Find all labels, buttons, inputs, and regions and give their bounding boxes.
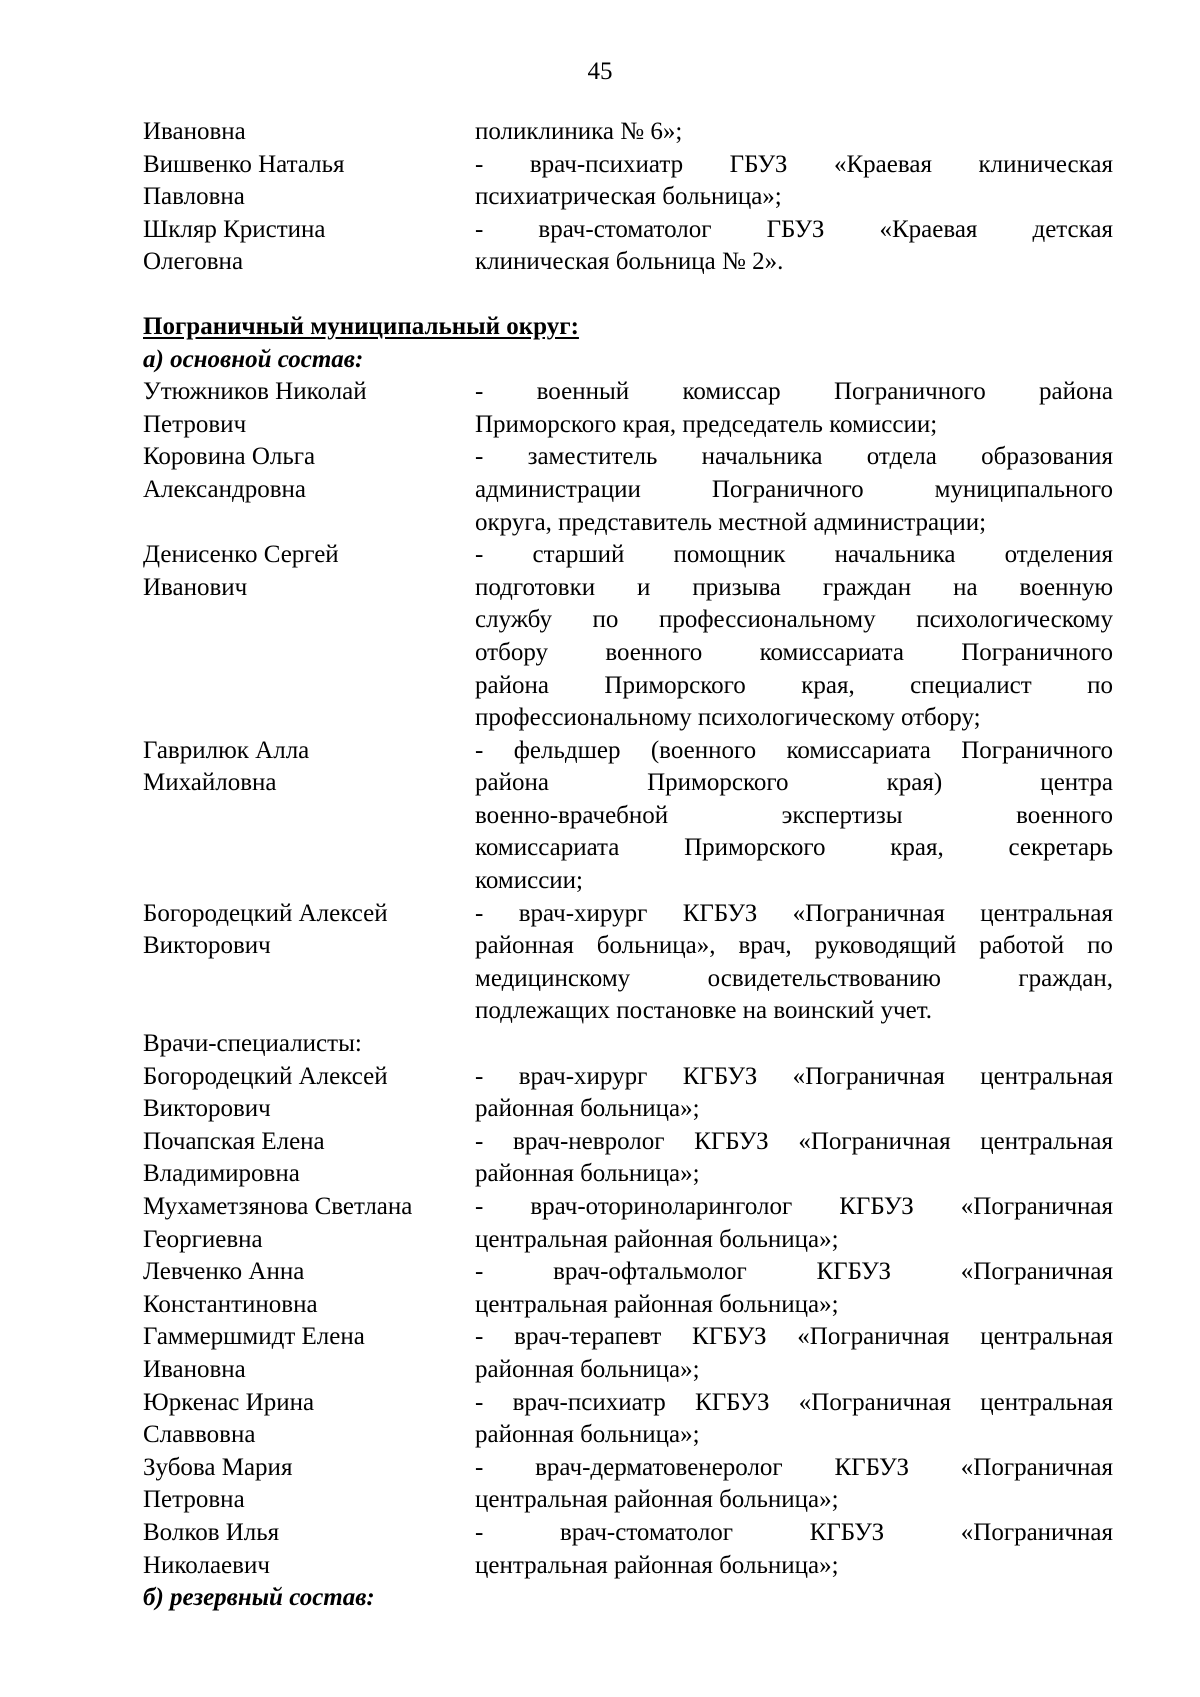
- member-entry: [143, 1387, 1113, 1452]
- member-entry: [143, 1126, 1113, 1191]
- member-name-line: Утюжников Николай: [143, 378, 367, 406]
- member-name: [143, 1061, 475, 1126]
- member-name-line: Почапская Елена: [143, 1127, 325, 1155]
- page-number: 45: [587, 58, 613, 85]
- member-role-line: районная больница»;: [475, 1421, 700, 1449]
- member-entry: [143, 116, 1113, 149]
- member-role-line: отбору военного комиссариата Пограничного: [475, 638, 1113, 666]
- member-role: [475, 214, 1113, 279]
- member-role: [475, 1321, 1113, 1386]
- member-role-line: - врач-невролог КГБУЗ «Пограничная центральная: [475, 1127, 1113, 1155]
- member-role-line: - старший помощник начальника отделения: [475, 541, 1113, 569]
- member-role-line: округа, представитель местной администрации;: [475, 508, 987, 536]
- member-role: [475, 1061, 1113, 1126]
- member-name-line: Богородецкий Алексей: [143, 1062, 388, 1090]
- member-role-line: районная больница»;: [475, 1355, 700, 1383]
- main-entries: [143, 376, 1113, 1028]
- member-role: [475, 1452, 1113, 1517]
- member-role-line: - врач-психиатр КГБУЗ «Пограничная центральная: [475, 1388, 1113, 1416]
- member-name-line: Петрович: [143, 410, 247, 438]
- member-role: [475, 1387, 1113, 1452]
- member-name-line: Ивановна: [143, 1355, 246, 1383]
- member-name: [143, 1191, 475, 1256]
- member-role-line: - врач-хирург КГБУЗ «Пограничная центральная: [475, 899, 1113, 927]
- member-role: [475, 441, 1113, 539]
- member-entry: [143, 1256, 1113, 1321]
- member-role: [475, 898, 1113, 1028]
- section-spacer: [143, 279, 1113, 311]
- member-role-line: военно-врачебной экспертизы военного: [475, 801, 1113, 829]
- member-name-line: Левченко Анна: [143, 1258, 305, 1286]
- member-role: [475, 539, 1113, 735]
- member-name: [143, 1452, 475, 1517]
- member-entry: [143, 735, 1113, 898]
- member-entry: [143, 1517, 1113, 1582]
- member-role: [475, 149, 1113, 214]
- member-name-line: Павловна: [143, 183, 245, 211]
- member-role: [475, 1191, 1113, 1256]
- member-name-line: Мухаметзянова Светлана: [143, 1193, 413, 1220]
- member-role-line: центральная районная больница»;: [475, 1551, 839, 1579]
- specialists-label: Врачи-специалисты:: [143, 1030, 362, 1058]
- member-entry: [143, 539, 1113, 735]
- member-name-line: Николаевич: [143, 1551, 270, 1579]
- document-body: [143, 116, 1113, 1615]
- member-name: [143, 1321, 475, 1386]
- member-role-line: комиссариата Приморского края, секретарь: [475, 834, 1113, 862]
- member-role-line: района Приморского края, специалист по: [475, 671, 1113, 699]
- member-name-line: Денисенко Сергей: [143, 541, 339, 569]
- member-role-line: районная больница», врач, руководящий работой по: [475, 932, 1113, 960]
- member-name-line: Юркенас Ирина: [143, 1388, 315, 1416]
- member-name-line: Богородецкий Алексей: [143, 899, 388, 927]
- member-role-line: центральная районная больница»;: [475, 1486, 839, 1514]
- member-entry: [143, 149, 1113, 214]
- member-role-line: - врач-дерматовенеролог КГБУЗ «Пограничная: [475, 1453, 1113, 1481]
- member-entry: [143, 1191, 1113, 1256]
- member-role-line: Приморского края, председатель комиссии;: [475, 410, 938, 438]
- member-role-line: психиатрическая больница»;: [475, 183, 782, 211]
- member-entry: [143, 898, 1113, 1028]
- member-role-line: - врач-психиатр ГБУЗ «Краевая клиническая: [475, 150, 1113, 178]
- member-name-line: Гаммершмидт Елена: [143, 1323, 365, 1351]
- member-name-line: Владимировна: [143, 1160, 300, 1188]
- member-name: [143, 539, 475, 735]
- member-role-line: - заместитель начальника отдела образования: [475, 443, 1113, 471]
- member-name-line: Викторович: [143, 1095, 271, 1123]
- top-entries: [143, 116, 1113, 279]
- member-role-line: службу по профессиональному психологическому: [475, 606, 1113, 634]
- member-entry: [143, 1061, 1113, 1126]
- member-entry: [143, 376, 1113, 441]
- member-name: [143, 376, 475, 441]
- member-name-line: Славвовна: [143, 1421, 256, 1449]
- member-name: [143, 214, 475, 279]
- member-role: [475, 376, 1113, 441]
- member-role-line: подготовки и призыва граждан на военную: [475, 573, 1113, 601]
- member-name: [143, 441, 475, 539]
- member-role-line: комиссии;: [475, 867, 583, 895]
- member-role: [475, 1126, 1113, 1191]
- member-role-line: - врач-оториноларинголог КГБУЗ «Пограничная: [475, 1193, 1113, 1220]
- member-name-line: Волков Илья: [143, 1518, 280, 1546]
- member-name-line: Георгиевна: [143, 1225, 263, 1253]
- member-name-line: Вишвенко Наталья: [143, 150, 345, 178]
- member-role-line: - врач-офтальмолог КГБУЗ «Пограничная: [475, 1258, 1113, 1286]
- member-name-line: Петровна: [143, 1486, 245, 1514]
- member-name: [143, 1126, 475, 1191]
- member-role-line: районная больница»;: [475, 1160, 700, 1188]
- member-name: [143, 735, 475, 898]
- member-entry: [143, 1321, 1113, 1386]
- member-role-line: медицинскому освидетельствованию граждан,: [475, 964, 1113, 992]
- member-entry: [143, 441, 1113, 539]
- member-role-line: центральная районная больница»;: [475, 1225, 839, 1253]
- member-entry: [143, 214, 1113, 279]
- member-name: [143, 1517, 475, 1582]
- specialist-entries: [143, 1061, 1113, 1583]
- member-role-line: - фельдшер (военного комиссариата Пограничного: [475, 736, 1113, 764]
- member-role-line: клиническая больница № 2».: [475, 248, 784, 276]
- member-role-line: - врач-стоматолог ГБУЗ «Краевая детская: [475, 215, 1113, 243]
- member-name-line: Олеговна: [143, 248, 244, 276]
- member-role: [475, 735, 1113, 898]
- member-role-line: - врач-стоматолог КГБУЗ «Пограничная: [475, 1518, 1113, 1546]
- reserve-composition-title: б) резервный состав:: [143, 1584, 375, 1612]
- member-role-line: поликлиника № 6»;: [475, 118, 683, 145]
- member-role-line: профессиональному психологическому отбору;: [475, 704, 981, 732]
- member-name-line: Ивановна: [143, 118, 246, 145]
- member-name-line: Михайловна: [143, 769, 277, 797]
- member-name: [143, 149, 475, 214]
- member-role-line: центральная районная больница»;: [475, 1290, 839, 1318]
- member-name-line: Викторович: [143, 932, 271, 960]
- member-name: [143, 898, 475, 1028]
- member-role-line: администрации Пограничного муниципального: [475, 475, 1113, 503]
- member-role: [475, 116, 1113, 149]
- member-name-line: Александровна: [143, 475, 307, 503]
- member-name-line: Шкляр Кристина: [143, 215, 326, 243]
- member-role: [475, 1517, 1113, 1582]
- main-composition-title: а) основной состав:: [143, 345, 364, 373]
- member-role-line: подлежащих постановке на воинский учет.: [475, 997, 933, 1025]
- member-role-line: - врач-терапевт КГБУЗ «Пограничная центральная: [475, 1323, 1113, 1351]
- member-name-line: Коровина Ольга: [143, 443, 316, 471]
- member-name-line: Иванович: [143, 573, 248, 601]
- member-entry: [143, 1452, 1113, 1517]
- member-name: [143, 1256, 475, 1321]
- member-role-line: района Приморского края) центра: [475, 769, 1113, 797]
- member-role-line: районная больница»;: [475, 1095, 700, 1123]
- member-name-line: Константиновна: [143, 1290, 318, 1318]
- member-name-line: Гаврилюк Алла: [143, 736, 310, 764]
- member-name: [143, 116, 475, 149]
- section-title: Пограничный муниципальный округ:: [143, 312, 579, 340]
- member-name: [143, 1387, 475, 1452]
- member-name-line: Зубова Мария: [143, 1453, 293, 1481]
- member-role-line: - военный комиссар Пограничного района: [475, 378, 1113, 406]
- member-role: [475, 1256, 1113, 1321]
- member-role-line: - врач-хирург КГБУЗ «Пограничная центральная: [475, 1062, 1113, 1090]
